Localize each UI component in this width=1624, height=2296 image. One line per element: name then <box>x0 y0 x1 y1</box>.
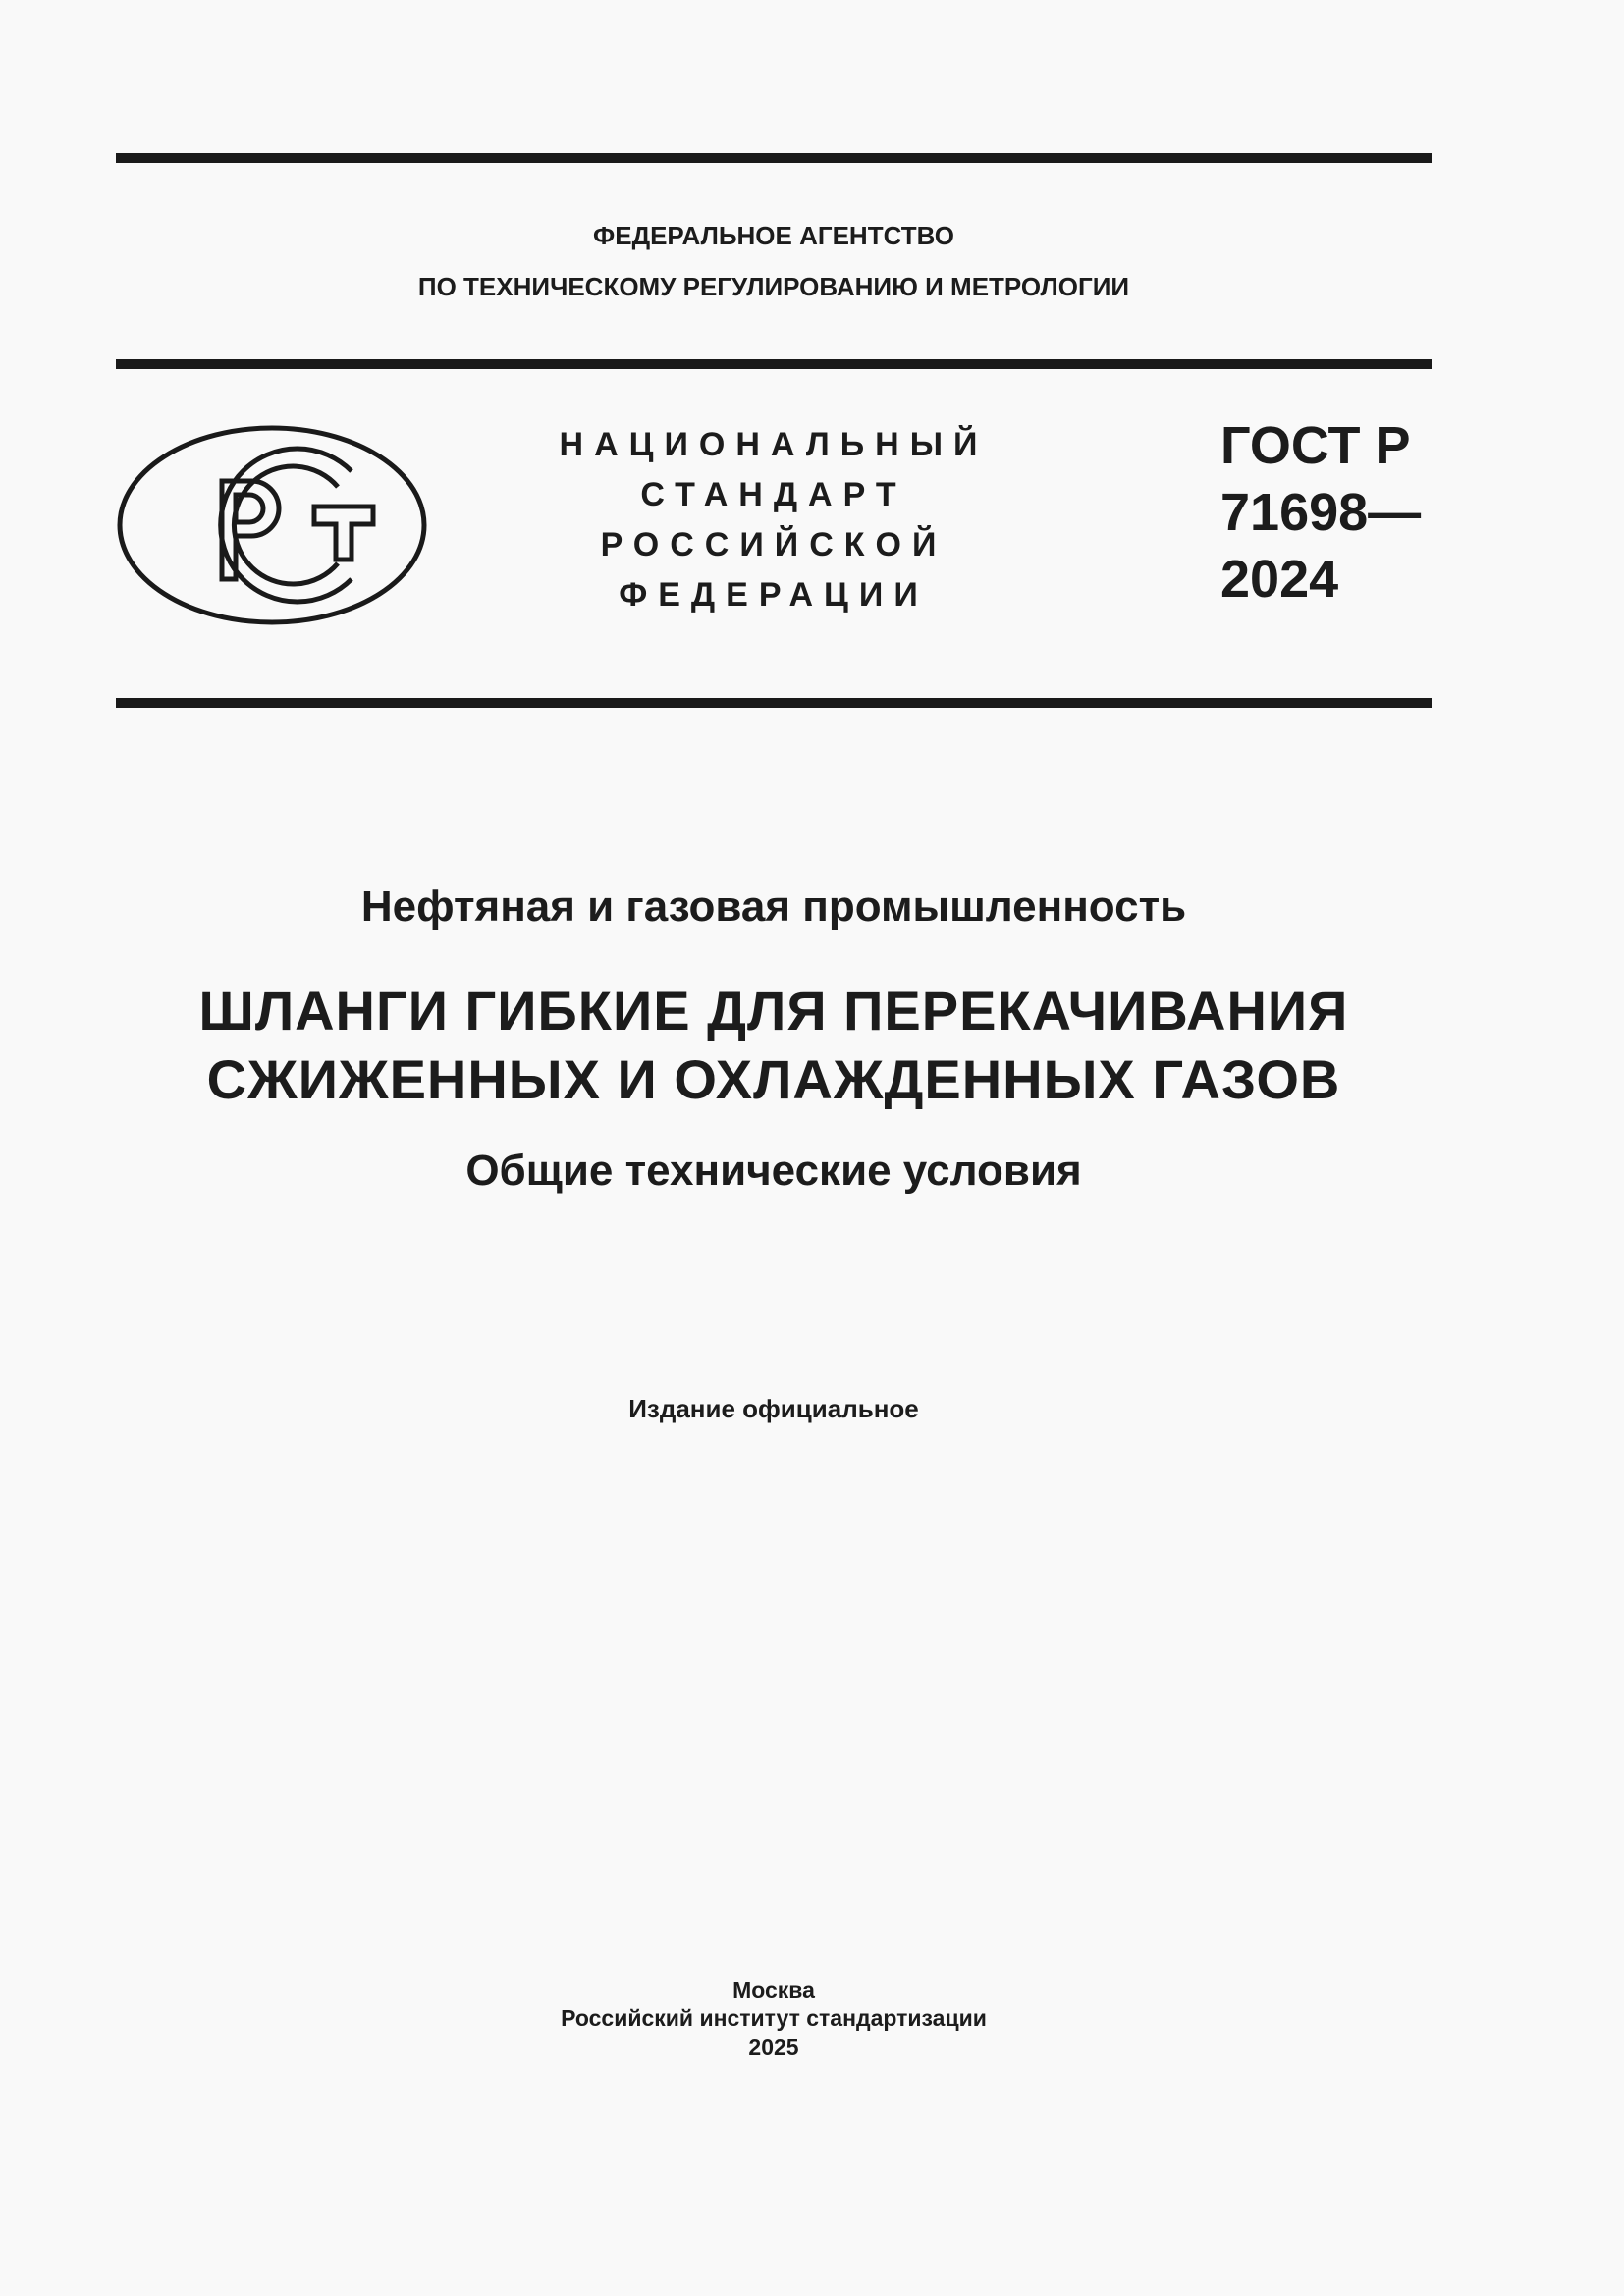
designation-line-2: 71698— <box>1220 483 1422 542</box>
agency-name <box>116 210 1432 312</box>
standard-designation <box>1220 412 1421 613</box>
document-subtitle: Общие технические условия <box>465 1147 1082 1195</box>
title-line-2: СЖИЖЕННЫХ И ОХЛАЖДЕННЫХ ГАЗОВ <box>206 1048 1341 1110</box>
standard-type-line-2: СТАНДАРТ <box>640 476 907 513</box>
agency-line-2: ПО ТЕХНИЧЕСКОМУ РЕГУЛИРОВАНИЮ И МЕТРОЛОГИИ <box>417 272 1130 301</box>
standard-type-line-3: РОССИЙСКОЙ <box>600 526 947 563</box>
agency-bottom-rule <box>116 359 1432 369</box>
imprint-city: Москва <box>732 1977 815 2002</box>
imprint-publisher: Российский институт стандартизации <box>561 2005 987 2031</box>
document-title <box>116 977 1432 1114</box>
agency-line-1: ФЕДЕРАЛЬНОЕ АГЕНТСТВО <box>593 221 954 250</box>
imprint-year: 2025 <box>748 2034 799 2059</box>
designation-line-3: 2024 <box>1220 550 1339 609</box>
header-bottom-rule <box>116 698 1432 708</box>
standard-type-line-1: НАЦИОНАЛЬНЫЙ <box>559 426 989 463</box>
edition-note: Издание официальное <box>628 1394 919 1423</box>
industry-heading: Нефтяная и газовая промышленность <box>360 882 1187 931</box>
title-line-1: ШЛАНГИ ГИБКИЕ ДЛЯ ПЕРЕКАЧИВАНИЯ <box>198 980 1349 1041</box>
designation-line-1: ГОСТ Р <box>1220 416 1411 475</box>
standard-type-line-4: ФЕДЕРАЦИИ <box>619 576 929 614</box>
top-rule <box>116 153 1432 163</box>
imprint <box>116 1976 1432 2061</box>
rst-conformity-mark-icon <box>116 424 428 626</box>
standard-type <box>550 420 998 620</box>
